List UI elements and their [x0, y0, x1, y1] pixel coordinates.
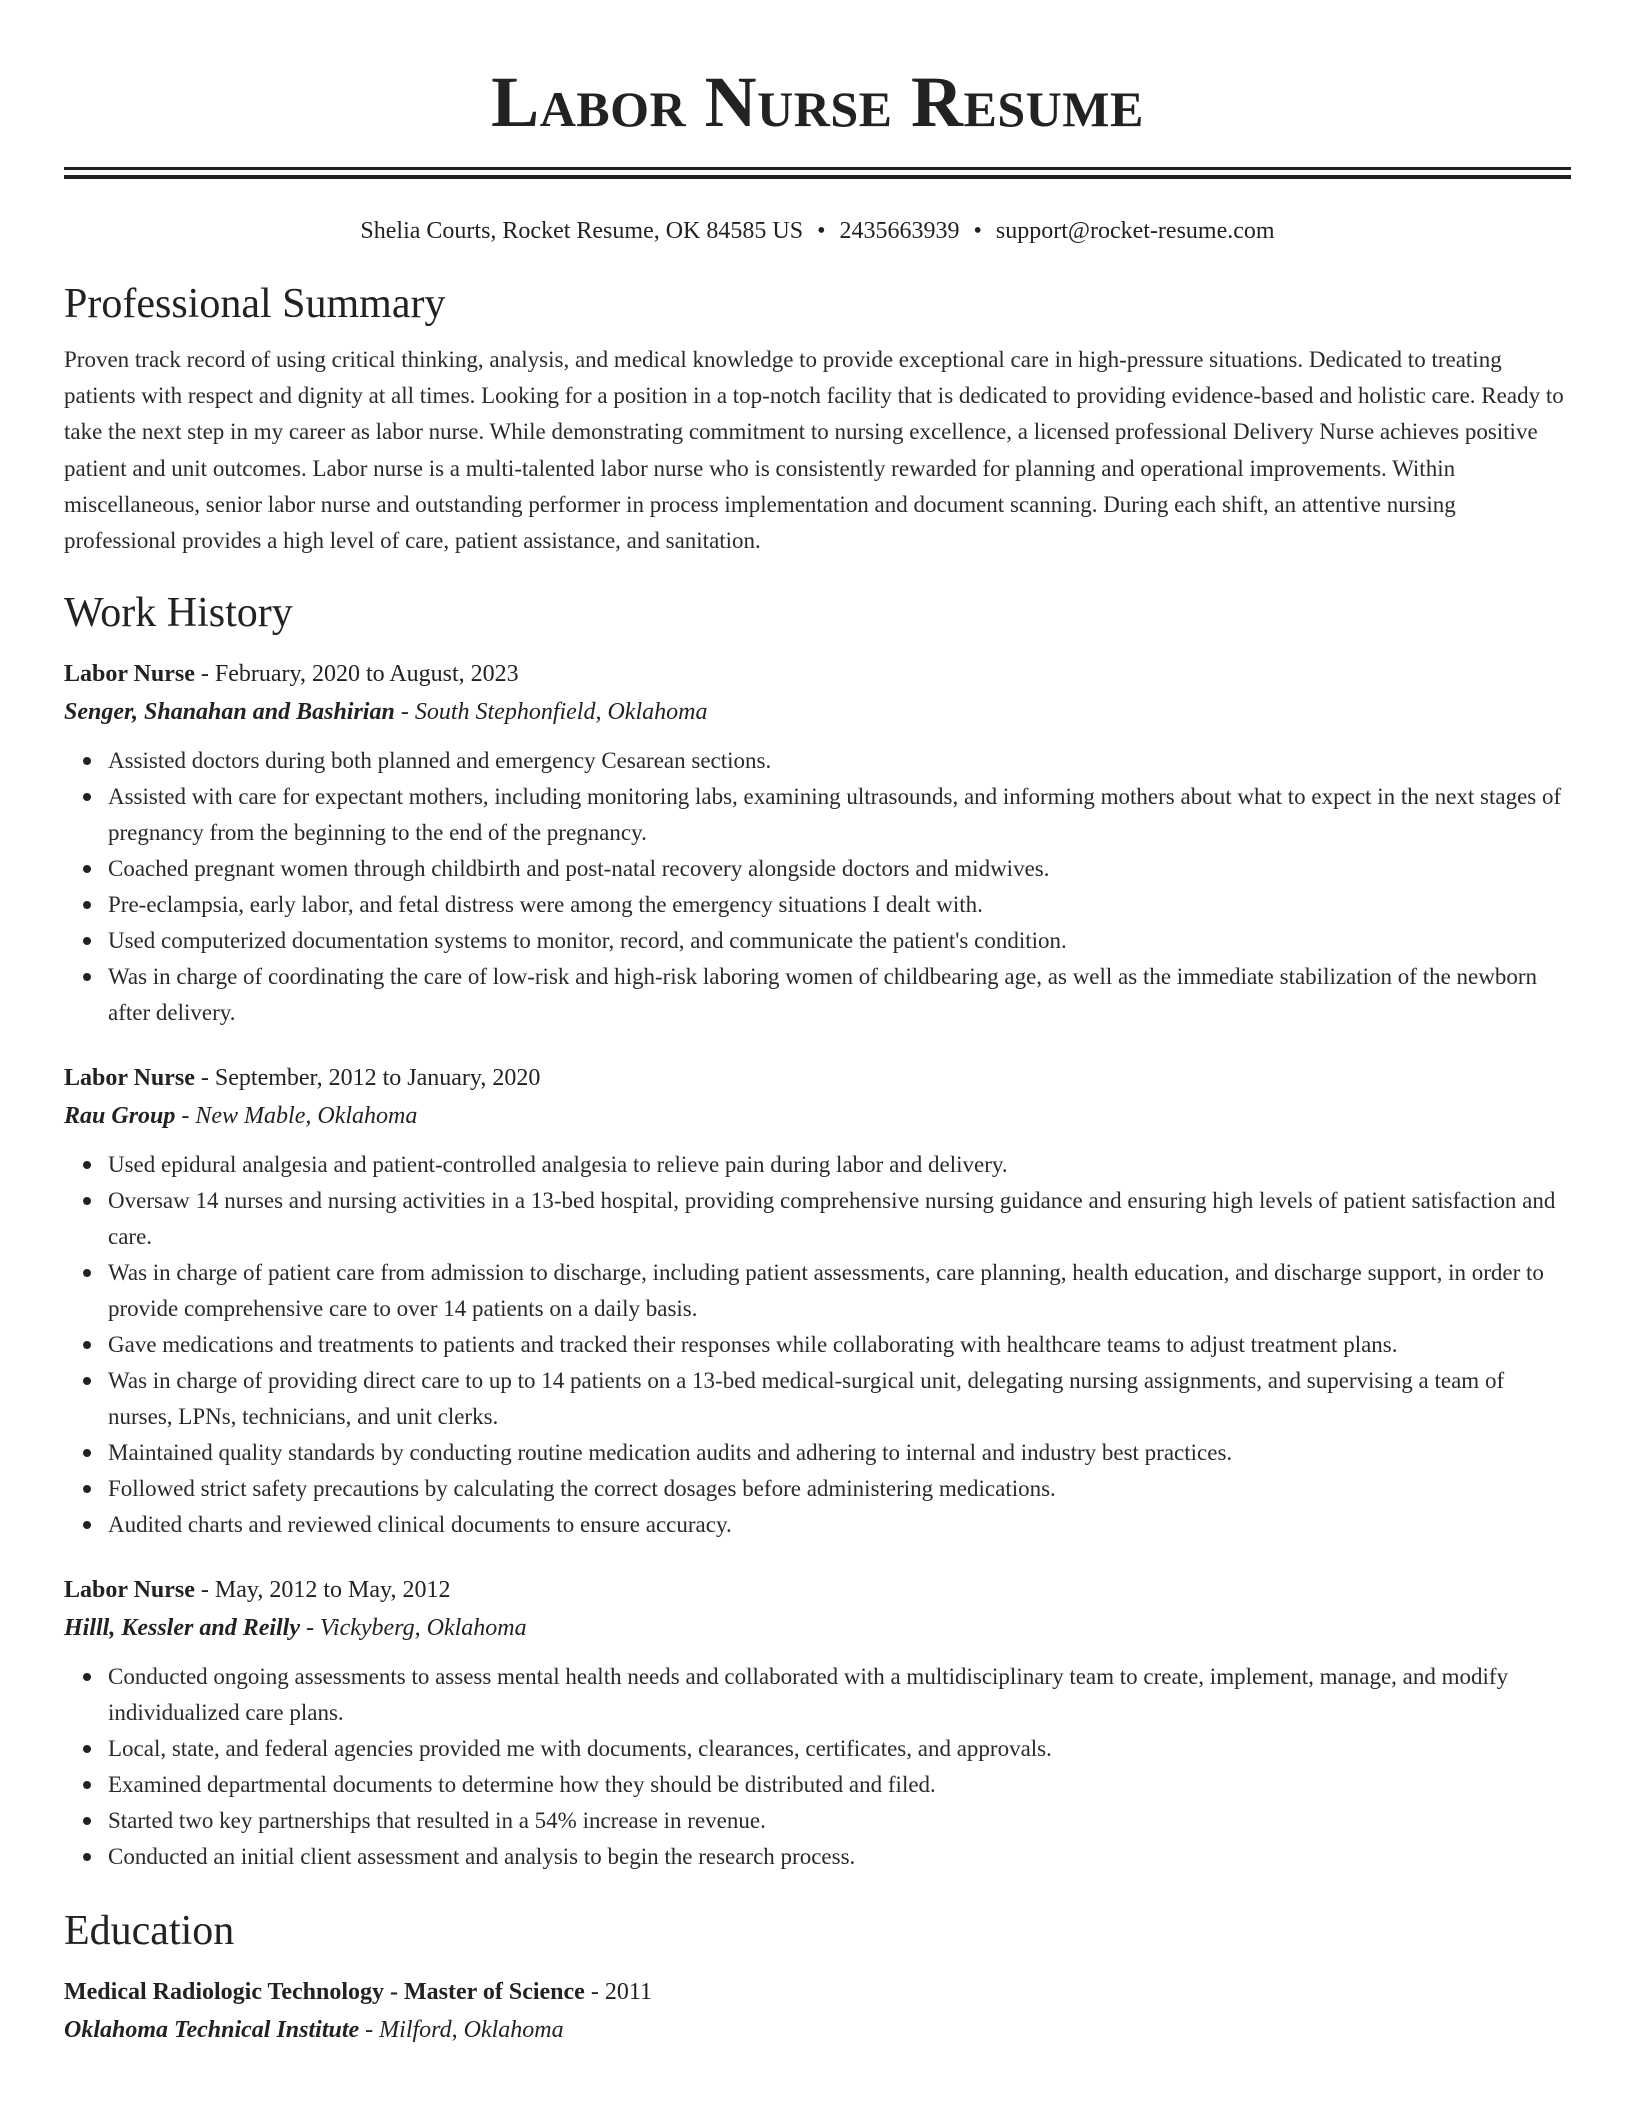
job-dates: May, 2012 to May, 2012: [214, 1577, 451, 1604]
job-title-line: [64, 1571, 1571, 1609]
job-title: Labor Nurse: [64, 1577, 195, 1604]
contact-line: [64, 214, 1571, 248]
job-dash: -: [394, 699, 415, 726]
job-bullet: Followed strict safety precautions by calculating the correct dosages before administering medications.: [108, 1471, 1571, 1507]
education-degree: Medical Radiologic Technology - Master of Science: [64, 1979, 585, 2006]
job-title: Labor Nurse: [64, 661, 195, 688]
job-bullet: Examined departmental documents to determine how they should be distributed and filed.: [108, 1767, 1571, 1803]
summary-heading: Professional Summary: [64, 281, 446, 327]
job-title: Labor Nurse: [64, 1065, 195, 1092]
contact-address: Shelia Courts, Rocket Resume, OK 84585 US: [360, 218, 804, 244]
education-heading: Education: [64, 1908, 235, 1955]
title-divider: [64, 167, 1571, 179]
job-company-line: [64, 693, 1571, 731]
job-dash: -: [194, 661, 215, 688]
job-dash: -: [175, 1103, 196, 1130]
job-dates: September, 2012 to January, 2020: [214, 1065, 541, 1092]
job-title-line: [64, 1059, 1571, 1097]
education-entry: [64, 1973, 1571, 2049]
job-entry: [64, 1571, 1571, 1875]
job-location: Vickyberg, Oklahoma: [320, 1615, 527, 1642]
job-bullet: Oversaw 14 nurses and nursing activities in a 13-bed hospital, providing comprehensive nursing guidance and ensuring high levels of patient satisfaction and care.: [108, 1183, 1571, 1255]
job-entry: [64, 1059, 1571, 1543]
job-bullets: [64, 743, 1571, 1031]
job-bullet: Was in charge of providing direct care to up to 14 patients on a 13-bed medical-surgical unit, delegating nursing assignments, and supervising a team of nurses, LPNs, technicians, and unit clerks.: [108, 1363, 1571, 1435]
job-bullet: Was in charge of patient care from admission to discharge, including patient assessments, care planning, health education, and discharge support, in order to provide comprehensive care to over 14 patients on a daily basis.: [108, 1255, 1571, 1327]
education-school-line: [64, 2011, 1571, 2049]
resume-page: [64, 0, 1571, 2049]
contact-separator: •: [973, 218, 982, 244]
job-dash: -: [300, 1615, 321, 1642]
job-bullet: Was in charge of coordinating the care of low-risk and high-risk laboring women of childbearing age, as well as the immediate stabilization of the newborn after delivery.: [108, 959, 1571, 1031]
job-company: Hilll, Kessler and Reilly: [64, 1615, 301, 1642]
job-dash: -: [194, 1065, 215, 1092]
job-title-line: [64, 655, 1571, 693]
job-entry: [64, 655, 1571, 1031]
job-bullet: Maintained quality standards by conducting routine medication audits and adhering to internal and industry best practices.: [108, 1435, 1571, 1471]
job-bullet: Used epidural analgesia and patient-controlled analgesia to relieve pain during labor and delivery.: [108, 1147, 1571, 1183]
job-bullet: Assisted doctors during both planned and emergency Cesarean sections.: [108, 743, 1571, 779]
job-bullet: Gave medications and treatments to patients and tracked their responses while collaborating with healthcare teams to adjust treatment plans.: [108, 1327, 1571, 1363]
job-location: New Mable, Oklahoma: [195, 1103, 418, 1130]
job-bullet: Coached pregnant women through childbirth and post-natal recovery alongside doctors and midwives.: [108, 851, 1571, 887]
job-bullet: Used computerized documentation systems to monitor, record, and communicate the patient's condition.: [108, 923, 1571, 959]
education-dash: -: [359, 2017, 380, 2044]
work-history-heading: Work History: [64, 590, 293, 637]
job-bullet: Audited charts and reviewed clinical documents to ensure accuracy.: [108, 1507, 1571, 1543]
job-company-line: [64, 1609, 1571, 1647]
education-dash: -: [584, 1979, 605, 2006]
job-bullet: Conducted ongoing assessments to assess mental health needs and collaborated with a multidisciplinary team to create, implement, manage, and modify individualized care plans.: [108, 1659, 1571, 1731]
education-school: Oklahoma Technical Institute: [64, 2017, 360, 2044]
job-bullet: Started two key partnerships that resulted in a 54% increase in revenue.: [108, 1803, 1571, 1839]
job-bullet: Assisted with care for expectant mothers, including monitoring labs, examining ultrasounds, and informing mothers about what to expect in the next stages of pregnancy from the beginning to the end of the pregnancy.: [108, 779, 1571, 851]
job-company: Senger, Shanahan and Bashirian: [64, 699, 395, 726]
job-company: Rau Group: [64, 1103, 176, 1130]
job-dash: -: [194, 1577, 215, 1604]
summary-text: Proven track record of using critical thinking, analysis, and medical knowledge to provide exceptional care in high-pressure situations. Dedicated to treating patients with respect and dignity at all times. Looking for a position in a top-notch facility that is dedicated to providing evidence-based and holistic care. Ready to take the next step in my career as labor nurse. While demonstrating commitment to nursing excellence, a licensed professional Delivery Nurse achieves positive patient and unit outcomes. Labor nurse is a multi-talented labor nurse who is consistently rewarded for planning and operational improvements. Within miscellaneous, senior labor nurse and outstanding performer in process implementation and document scanning. During each shift, an attentive nursing professional provides a high level of care, patient assistance, and sanitation.: [64, 347, 1564, 554]
education-degree-line: [64, 1973, 1571, 2011]
contact-separator: •: [817, 218, 826, 244]
education-location: Milford, Oklahoma: [379, 2017, 564, 2044]
job-bullet: Conducted an initial client assessment and analysis to begin the research process.: [108, 1839, 1571, 1875]
education-year: 2011: [604, 1979, 652, 2006]
job-bullets: [64, 1659, 1571, 1875]
resume-title: Labor Nurse Resume: [491, 62, 1144, 142]
job-bullet: Pre-eclampsia, early labor, and fetal distress were among the emergency situations I dealt with.: [108, 887, 1571, 923]
contact-phone: 2435663939: [839, 218, 960, 244]
contact-email: support@rocket-resume.com: [995, 218, 1275, 244]
job-company-line: [64, 1097, 1571, 1135]
job-bullet: Local, state, and federal agencies provided me with documents, clearances, certificates, and approvals.: [108, 1731, 1571, 1767]
job-dates: February, 2020 to August, 2023: [214, 661, 519, 688]
job-bullets: [64, 1147, 1571, 1543]
job-location: South Stephonfield, Oklahoma: [414, 699, 708, 726]
